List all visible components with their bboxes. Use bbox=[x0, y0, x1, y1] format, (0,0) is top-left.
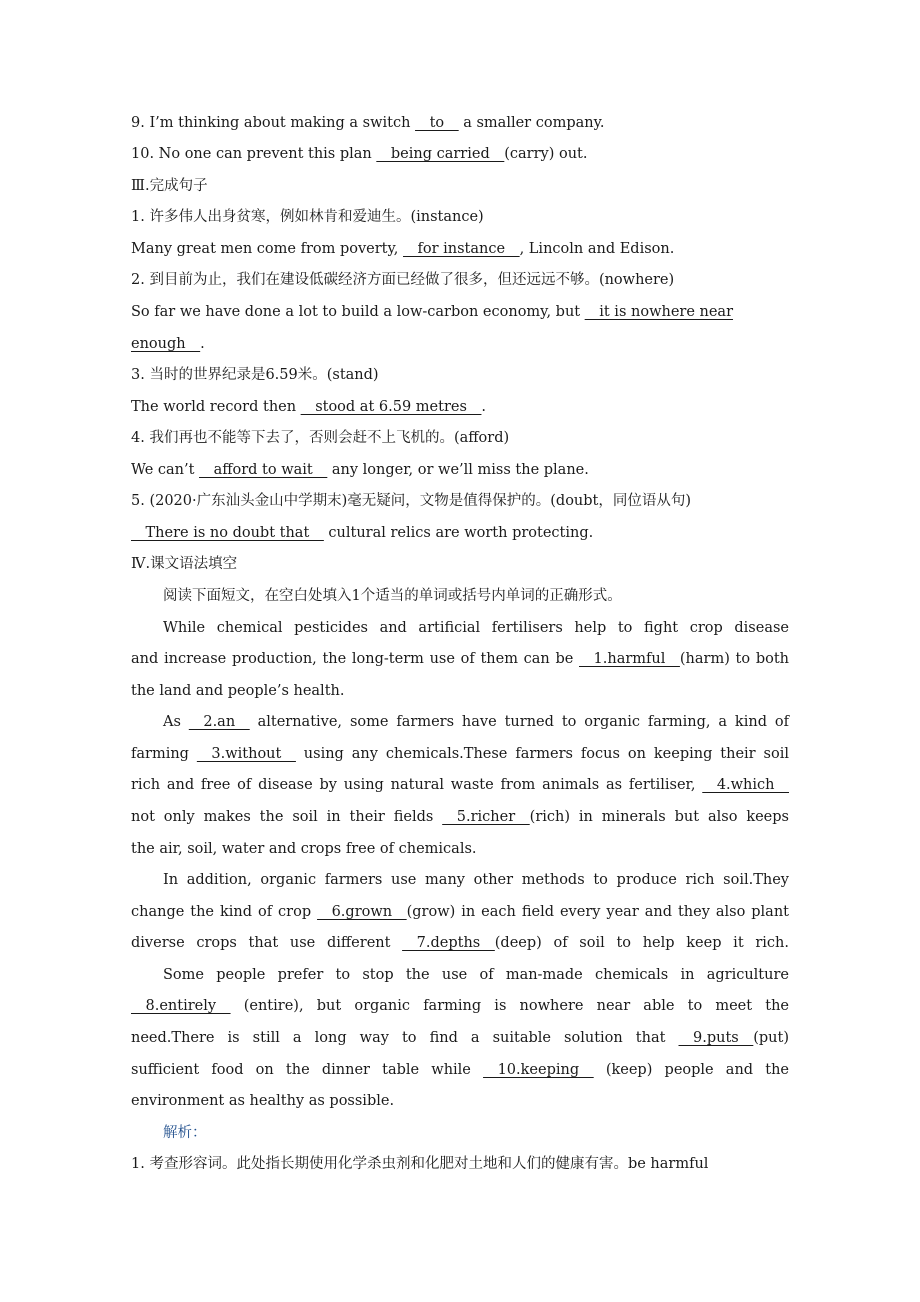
exercise-line: enough__. bbox=[131, 336, 205, 352]
passage-line: sufficient food on the dinner table while __10.keeping__ (keep) people and the bbox=[131, 1062, 789, 1078]
answer-blank: __to__ bbox=[415, 115, 459, 131]
instruction-text: 阅读下面短文，在空白处填入1个适当的单词或括号内单词的正确形式。 bbox=[163, 588, 622, 604]
passage-line: change the kind of crop __6.grown__(grow) in each field every year and they also plant bbox=[131, 904, 789, 920]
exercise-line-q10: 10. No one can prevent this plan __being carried__(carry) out. bbox=[131, 146, 588, 162]
answer-blank: __afford to wait__ bbox=[199, 462, 328, 478]
chinese-prompt: 4. 我们再也不能等下去了，否则会赶不上飞机的。(afford) bbox=[131, 430, 510, 446]
exercise-line: Many great men come from poverty, __for instance__, Lincoln and Edison. bbox=[131, 241, 675, 257]
passage-line: While chemical pesticides and artificial fertilisers help to fight crop disease bbox=[163, 620, 789, 636]
answer-blank: __1.harmful__ bbox=[579, 651, 680, 667]
analysis-line: 1. 考查形容词。此处指长期使用化学杀虫剂和化肥对土地和人们的健康有害。be harmful bbox=[131, 1156, 709, 1172]
answer-blank: __6.grown__ bbox=[317, 904, 407, 920]
passage-line: rich and free of disease by using natural waste from animals as fertiliser, __4.which__ bbox=[131, 777, 789, 793]
passage-line: In addition, organic farmers use many other methods to produce rich soil.They bbox=[163, 872, 789, 888]
chinese-prompt: 1. 许多伟人出身贫寒，例如林肯和爱迪生。(instance) bbox=[131, 209, 484, 225]
passage-line: As __2.an__ alternative, some farmers have turned to organic farming, a kind of bbox=[163, 714, 789, 730]
answer-blank: __5.richer__ bbox=[442, 809, 530, 825]
answer-blank: __stood at 6.59 metres__ bbox=[300, 399, 482, 415]
chinese-prompt: 2. 到目前为止，我们在建设低碳经济方面已经做了很多，但还远远不够。(nowhere) bbox=[131, 272, 675, 288]
answer-blank: __it is nowhere near bbox=[584, 304, 734, 320]
answer-blank: __10.keeping__ bbox=[483, 1062, 594, 1078]
exercise-line: __There is no doubt that__ cultural relics are worth protecting. bbox=[131, 525, 594, 541]
section-heading: Ⅳ.课文语法填空 bbox=[131, 556, 238, 572]
chinese-prompt: 5. (2020·广东汕头金山中学期末)毫无疑问，文物是值得保护的。(doubt，同位语从句) bbox=[131, 493, 692, 509]
passage-line: need.There is still a long way to find a suitable solution that __9.puts__(put) bbox=[131, 1030, 789, 1046]
answer-blank: __3.without__ bbox=[196, 746, 296, 762]
exercise-line: The world record then __stood at 6.59 metres__. bbox=[131, 399, 487, 415]
passage-line: farming __3.without__ using any chemicals.These farmers focus on keeping their soil bbox=[131, 746, 790, 762]
analysis-label: 解析： bbox=[163, 1125, 207, 1141]
passage-line: the land and people’s health. bbox=[131, 683, 345, 699]
answer-blank: __for instance__ bbox=[403, 241, 520, 257]
answer-blank: enough__ bbox=[131, 336, 201, 352]
passage-line: environment as healthy as possible. bbox=[131, 1093, 395, 1109]
exercise-line: So far we have done a lot to build a low-carbon economy, but __it is nowhere near bbox=[131, 304, 734, 320]
passage-line: the air, soil, water and crops free of chemicals. bbox=[131, 841, 477, 857]
answer-blank: __9.puts__ bbox=[678, 1030, 754, 1046]
passage-line: Some people prefer to stop the use of man-made chemicals in agriculture bbox=[163, 967, 789, 983]
answer-blank: __4.which__ bbox=[702, 777, 789, 793]
passage-line: diverse crops that use different __7.depths__(deep) of soil to help keep it rich. bbox=[131, 935, 789, 951]
passage-line: and increase production, the long-term use of them can be __1.harmful__(harm) to both bbox=[131, 651, 789, 667]
passage-line: __8.entirely__ (entire), but organic farming is nowhere near able to meet the bbox=[131, 998, 789, 1014]
answer-blank: __being carried__ bbox=[376, 146, 505, 162]
exercise-line-q9: 9. I’m thinking about making a switch __to__ a smaller company. bbox=[131, 115, 605, 131]
answer-blank: __There is no doubt that__ bbox=[131, 525, 324, 541]
passage-line: not only makes the soil in their fields __5.richer__(rich) in minerals but also keeps bbox=[131, 809, 789, 825]
section-heading: Ⅲ.完成句子 bbox=[131, 178, 208, 194]
exercise-line: We can’t __afford to wait__ any longer, or we’ll miss the plane. bbox=[131, 462, 589, 478]
answer-blank: __8.entirely__ bbox=[131, 998, 231, 1014]
answer-blank: __2.an__ bbox=[188, 714, 250, 730]
answer-blank: __7.depths__ bbox=[402, 935, 495, 951]
chinese-prompt: 3. 当时的世界纪录是6.59米。(stand) bbox=[131, 367, 379, 383]
